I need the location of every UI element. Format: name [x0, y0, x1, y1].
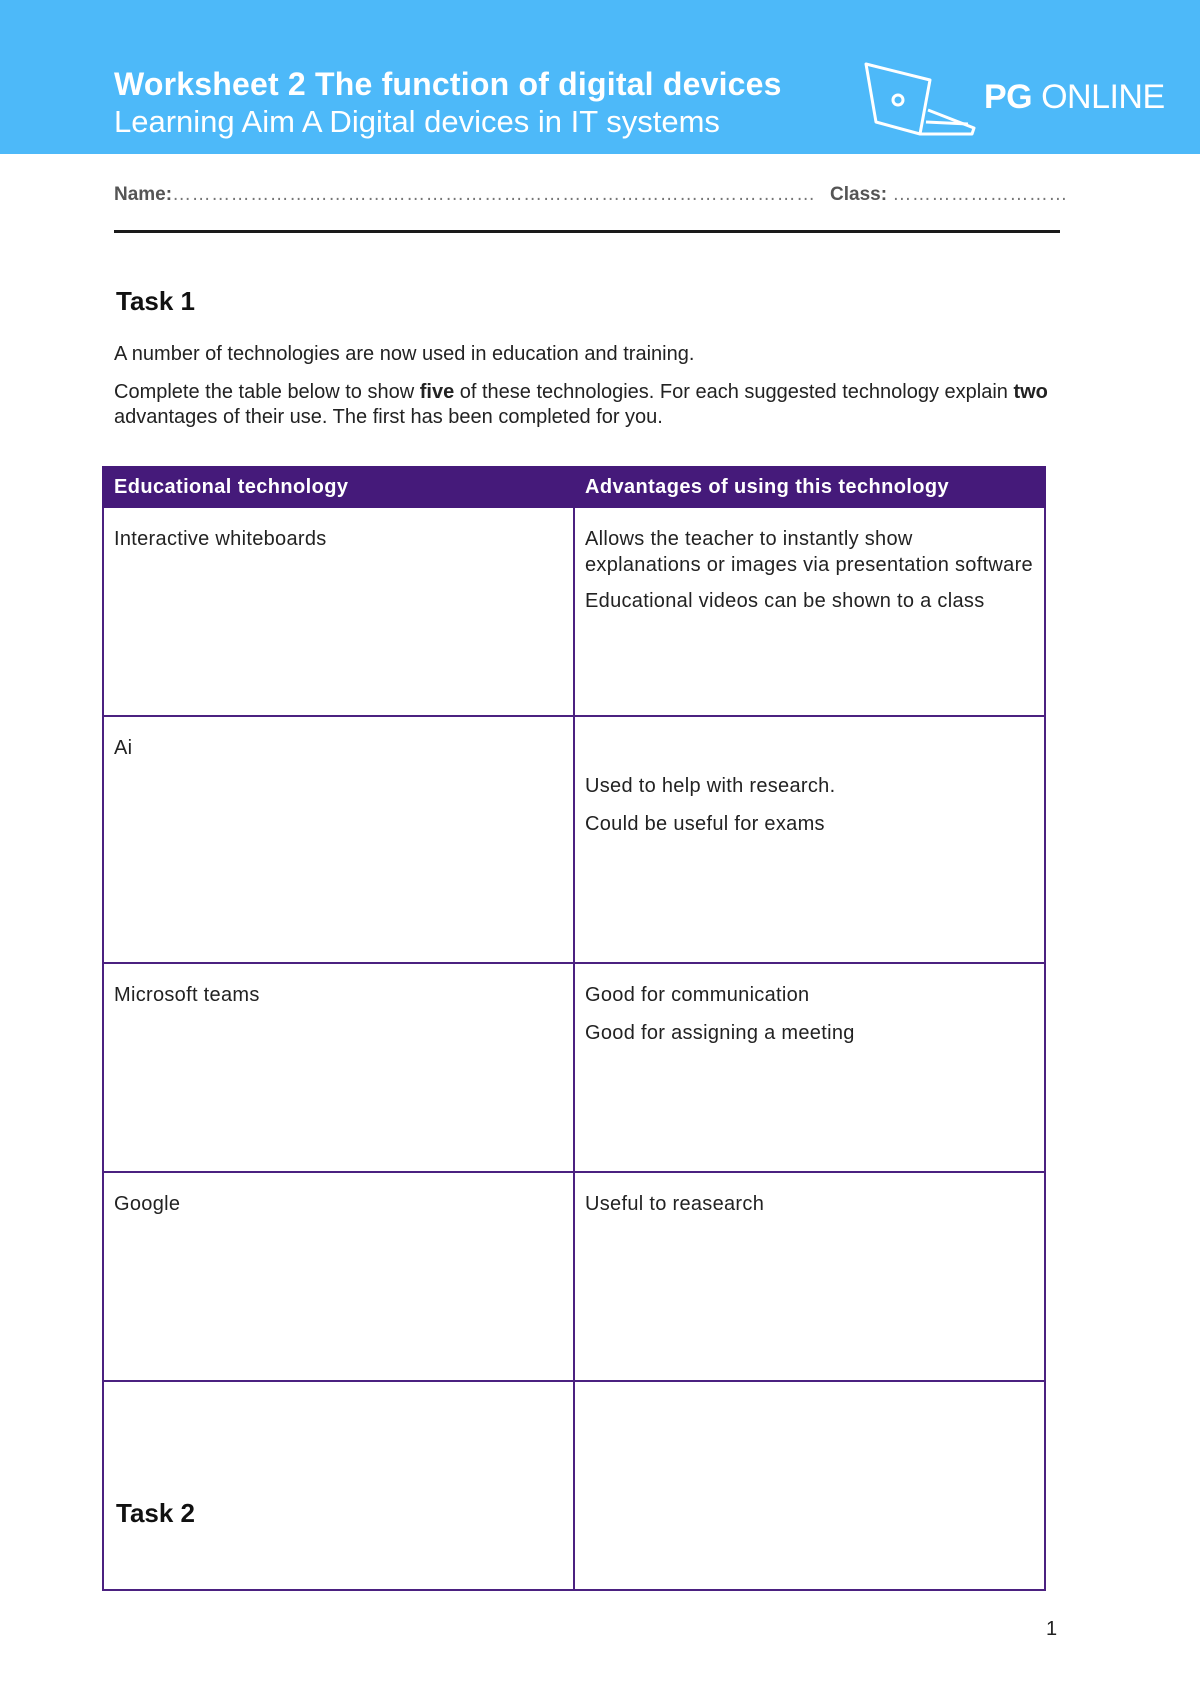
name-dots: ……………………………………………………………………………………… — [172, 184, 816, 205]
class-field[interactable] — [830, 184, 1068, 206]
advantages-cell[interactable]: Useful to reasearch — [574, 1172, 1045, 1381]
task1-instructions: Complete the table below to show five of these technologies. For each suggested technology explain two advantages of their use. The first has been completed for you. — [114, 381, 1048, 428]
name-field[interactable] — [114, 184, 816, 206]
task2-heading: Task 2 — [116, 1498, 196, 1528]
table-row — [103, 963, 1045, 1172]
class-label: Class: — [830, 184, 888, 205]
class-dots: ……………………… — [892, 184, 1068, 205]
table-header-row — [103, 467, 1045, 507]
technology-table — [102, 466, 1046, 1591]
student-details-row — [114, 184, 1068, 212]
table-row — [103, 507, 1045, 716]
advantages-cell[interactable]: Good for communication Good for assigning a meeting — [574, 963, 1045, 1172]
tech-cell[interactable]: Google — [103, 1172, 574, 1381]
brand-logo-text: PG ONLINE — [984, 78, 1165, 116]
advantages-cell[interactable]: Allows the teacher to instantly show explanations or images via presentation software Educational videos can be shown to a class — [574, 507, 1045, 716]
tech-cell[interactable]: Microsoft teams — [103, 963, 574, 1172]
col-header-advantages: Advantages of using this technology — [574, 467, 1045, 507]
col-header-technology: Educational technology — [103, 467, 574, 507]
name-label: Name: — [114, 184, 173, 205]
advantages-cell[interactable] — [574, 1381, 1045, 1590]
tech-cell[interactable]: Ai — [103, 716, 574, 963]
task1-intro: A number of technologies are now used in education and training. — [114, 343, 695, 365]
worksheet-title: Worksheet 2 The function of digital devices — [114, 66, 782, 102]
page-number: 1 — [1046, 1618, 1058, 1640]
header-divider — [114, 230, 1060, 233]
table-row — [103, 1381, 1045, 1590]
task1-heading: Task 1 — [116, 286, 196, 316]
table-row — [103, 716, 1045, 963]
tech-cell[interactable]: Interactive whiteboards — [103, 507, 574, 716]
worksheet-subtitle: Learning Aim A Digital devices in IT systems — [114, 104, 720, 139]
table-row — [103, 1172, 1045, 1381]
advantages-cell[interactable]: Used to help with research. Could be useful for exams — [574, 716, 1045, 963]
tech-cell[interactable] — [103, 1381, 574, 1590]
